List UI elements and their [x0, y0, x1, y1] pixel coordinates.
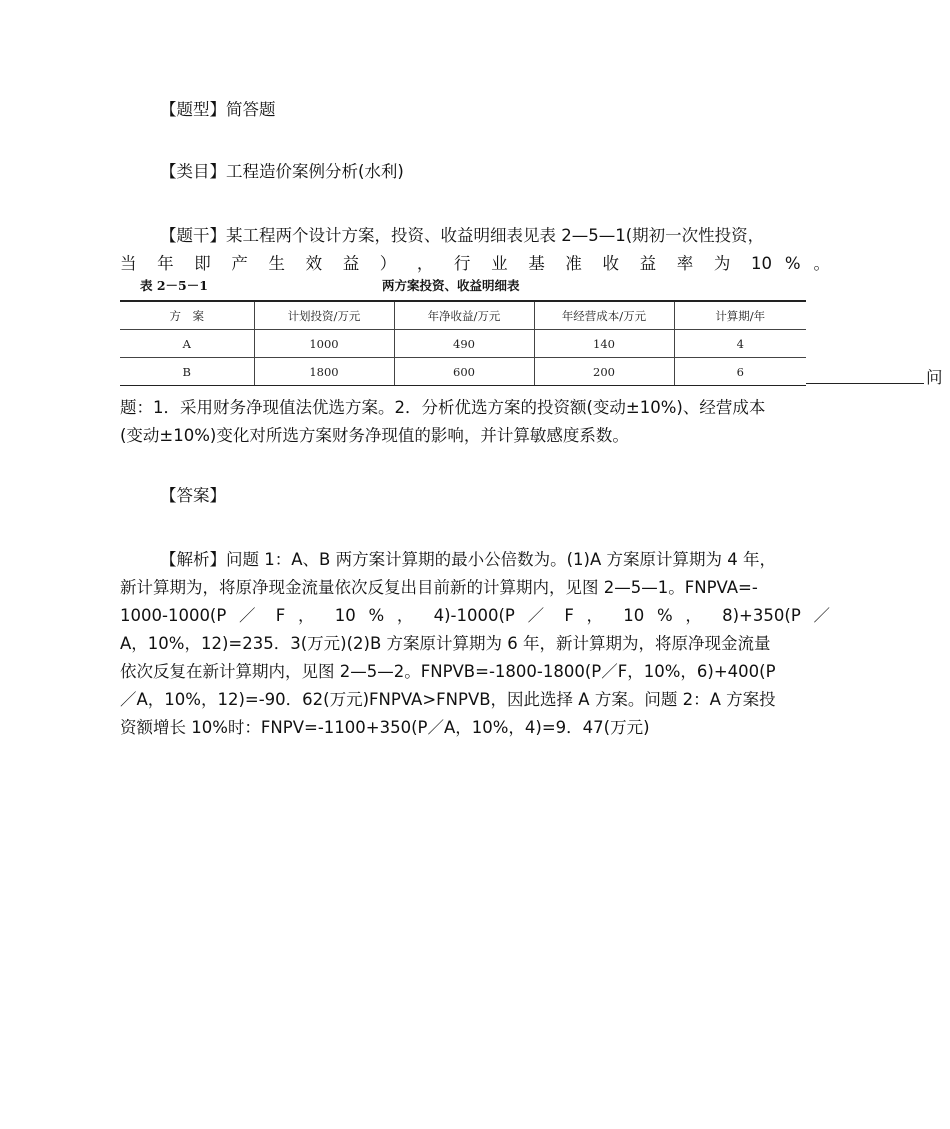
underline-rule [806, 383, 924, 384]
after-table-line [120, 366, 943, 390]
category-line [160, 160, 830, 184]
category-value: 工程造价案例分析(水利) [226, 162, 404, 181]
stem-line-1 [160, 224, 830, 248]
analysis-line-6: ／A，10%，12)=-90．62(万元)FNPVA>FNPVB，因此选择 A 方案。问题 2：A 方案投 [120, 690, 776, 709]
table-title: 两方案投资、收益明细表 [382, 278, 520, 293]
table-cell: 1000 [254, 330, 394, 358]
question-ask-start: 问 [926, 368, 943, 387]
analysis-line-3: 1000-1000(P ／ F ， 10 % ， 4)-1000(P ／ F ， 10 % ， 8)+350(P ／ [120, 606, 830, 625]
analysis-line-4: A，10%，12)=235．3(万元)(2)B 方案原计算期为 6 年，新计算期为，将原净现金流量 [120, 634, 771, 653]
header-cell: 计算期/年 [674, 301, 806, 330]
table-cell: 200 [534, 358, 674, 386]
stem-label: 【题干】 [160, 226, 226, 245]
answer-label: 【答案】 [160, 486, 226, 505]
analysis-label: 【解析】 [160, 550, 226, 569]
header-cell: 方 案 [120, 301, 254, 330]
table-row [120, 330, 806, 358]
analysis-line-2: 新计算期为，将原净现金流量依次反复出目前新的计算期内，见图 2—5—1。FNPVA=- [120, 578, 758, 597]
header-cell: 年经营成本/万元 [534, 301, 674, 330]
table-cell: 490 [394, 330, 534, 358]
question-type-label: 【题型】 [160, 100, 226, 119]
table-cell: B [120, 358, 254, 386]
table-caption [120, 276, 806, 294]
table-number: 表 2－5－1 [140, 278, 208, 293]
table-header-row [120, 301, 806, 330]
table-cell: 600 [394, 358, 534, 386]
table-cell: 1800 [254, 358, 394, 386]
analysis-line-7: 资额增长 10%时：FNPV=-1100+350(P／A，10%，4)=9．47(万元) [120, 718, 650, 737]
table-cell: 4 [674, 330, 806, 358]
question-ask-line-2: (变动±10%)变化对所选方案财务净现值的影响，并计算敏感度系数。 [120, 426, 629, 445]
question-ask-line-1: 题：1．采用财务净现值法优选方案。2．分析优选方案的投资额(变动±10%)、经营成本 [120, 398, 766, 417]
table-cell: A [120, 330, 254, 358]
table-cell: 140 [534, 330, 674, 358]
analysis-text-1: 问题 1：A、B 两方案计算期的最小公倍数为。(1)A 方案原计算期为 4 年， [226, 550, 776, 569]
header-cell: 年净收益/万元 [394, 301, 534, 330]
question-type-value: 简答题 [226, 100, 276, 119]
table-cell: 6 [674, 358, 806, 386]
header-cell: 计划投资/万元 [254, 301, 394, 330]
category-label: 【类目】 [160, 162, 226, 181]
analysis-line-5: 依次反复在新计算期内，见图 2—5—2。FNPVB=-1800-1800(P／F，10%，6)+400(P [120, 662, 776, 681]
stem-text-1: 某工程两个设计方案，投资、收益明细表见表 2—5—1(期初一次性投资， [226, 226, 765, 245]
analysis-line-1 [160, 548, 830, 572]
question-type-line [160, 98, 830, 122]
stem-line-2: 当 年 即 产 生 效 益 ） ， 行 业 基 准 收 益 率 为 10 % 。 [120, 254, 830, 273]
